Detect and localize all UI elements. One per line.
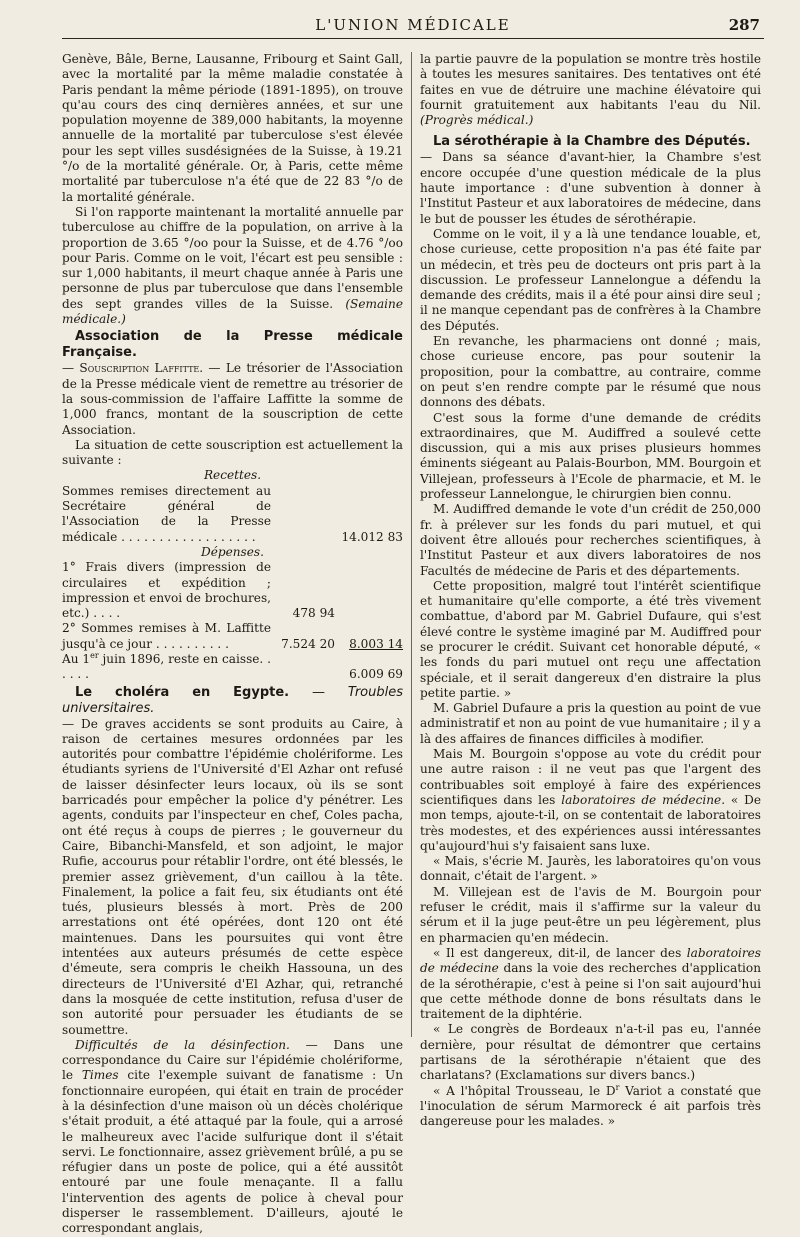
paragraph-text: — Dans une correspondance du Caire sur l'épidémie cholériforme, le <box>62 1037 403 1083</box>
paragraph <box>62 361 403 437</box>
ledger-text <box>62 652 271 683</box>
superscript: er <box>90 650 99 660</box>
ledger-text: 1° Frais divers (impression de circulaires et expédition ; impression et envoi de brochures, etc.) . . . . <box>62 560 271 621</box>
paragraph <box>420 747 761 854</box>
ledger-text: 2° Sommes remises à M. Laffitte jusqu'à ce jour . . . . . . . . . . <box>62 621 271 651</box>
paragraph-text: dans la voie des recherches d'application de la sérothérapie, c'est à peine si l'on sait aujourd'hui que cette méthode donne de bons résultats dans le traitement de la diphtérie. <box>420 961 761 1022</box>
paragraph <box>62 1038 403 1237</box>
ledger-total: 14.012 83 <box>341 529 403 544</box>
paragraph-text: . « De mon temps, ajoute-t-il, on se contentait de laboratoires très modestes, et des expériences aussi intéressantes qu'aujourd'hui s'y faisaient sans luxe. <box>420 792 761 853</box>
ledger-row <box>62 484 403 545</box>
paragraph <box>62 205 403 327</box>
superscript: r <box>615 1082 620 1092</box>
paragraph-text: « Il est dangereux, dit-il, de lancer des <box>433 945 687 960</box>
section-heading: Le choléra en Egypte. — Troubles universitaires. <box>62 684 403 716</box>
paragraph: — De graves accidents se sont produits au Caire, à raison de certaines mesures ordonnées par les autorités pour combattre l'épidémie cholériforme. Les étudiants syriens de l'Université d'El Azhar ont refusé de laisser désinfecter leurs locaux, où ils se sont barricadés pour empêcher la police d'y pénétrer. Les agents, conduits par l'inspecteur en chef, Coles pacha, ont été reçus à coups de pierres ; le gouverneur du Caire, Bibanchi-Mansfeld, et son adjoint, le major Rufie, accourus pour rétablir l'ordre, ont été blessés, le premier assez grièvement, d'un caillou à la tête. Finalement, la police a fait feu, six étudiants ont été tués, plusieurs blessés à mort. Près de 200 arrestations ont été opérées, dont 120 ont été maintenues. Dans les poursuites qui vont être intentées aux auteurs présumés de cette espèce d'émeute, sera compris le cheikh Hassouna, un des directeurs de l'Université d'El Azhar, qui, retranché dans la mosquée de cette institution, refusa d'user de son autorité pour persuader les étudiants de se soumettre. <box>62 716 403 1037</box>
ledger-total: 8.003 14 <box>349 636 403 651</box>
ledger-label-recettes: Recettes. <box>203 468 262 483</box>
italic-phrase: laboratoires de médecine <box>561 792 722 807</box>
ledger-row <box>62 621 403 652</box>
paragraph: Comme on le voit, il y a là une tendance louable, et, chose curieuse, cette proposition n'a pas été faite par un médecin, et très peu de docteurs ont pris part à la discussion. Le professeur Lannelongue a défendu la demande des crédits, mais il a été pour ainsi dire seul ; il ne manque cependant pas de confrères à la Chambre des Députés. <box>420 226 761 333</box>
paragraph-text: la partie pauvre de la population se montre très hostile à toutes les mesures sanitaires. Des tentatives ont été faites en vue de détruire une machine élévatoire qui fournit gratuitement aux habitants l'eau du Nil. <box>420 52 761 112</box>
paragraph: « Mais, s'écrie M. Jaurès, les laboratoires qu'on vous donnait, c'était de l'argent. » <box>420 854 761 884</box>
ledger-total: 6.009 69 <box>349 667 403 682</box>
paragraph: La situation de cette souscription est actuellement la suivante : <box>62 437 403 468</box>
paragraph: Genève, Bâle, Berne, Lausanne, Fribourg et Saint Gall, avec la mortalité par la même maladie constatée à Paris pendant la même période (1891-1895), on trouve qu'au cours des cinq dernières années, et sur une population moyenne de 389,000 habitants, la moyenne annuelle de la mortalité par tuberculose s'est élevée pour les sept villes susdésignées de la Suisse, à 19.21 °/o de la mortalité générale. Or, à Paris, cette même mortalité par tuberculose n'a été que de 22 83 °/o de la mortalité générale. <box>62 52 403 204</box>
page-header <box>62 12 764 39</box>
source-citation: (Progrès médical.) <box>420 113 534 128</box>
ledger-row <box>62 560 403 621</box>
dash: — <box>62 361 80 376</box>
paragraph: Cette proposition, malgré tout l'intérêt scientifique et humanitaire qu'elle comporte, a été très vivement combattue, d'abord par M. Gabriel Dufaure, qui s'est élevé contre le système imaginé par M. Audiffred pour se procurer le crédit. Suivant cet honorable député, « les fonds du pari mutuel ont reçu une affectation spéciale, et il serait dangereux d'en distraire la plus petite partie. » <box>420 578 761 700</box>
heading-text: Le choléra en Egypte. <box>75 684 290 700</box>
paragraph: M. Audiffred demande le vote d'un crédit de 250,000 fr. à prélever sur les fonds du pari mutuel, et qui doivent être alloués pour recherches scientifiques, à l'Institut Pasteur et aux divers laboratoires de nos Facultés de médecine de Paris et des départements. <box>420 502 761 578</box>
paragraph-text: Si l'on rapporte maintenant la mortalité annuelle par tuberculose au chiffre de la population, on arrive à la proportion de 3.65 °/oo pour la Suisse, et de 4.76 °/oo pour Paris. Comme on le voit, l'écart est peu sensible : sur 1,000 habitants, il meurt chaque année à Paris une personne de plus par tuberculose que dans l'ensemble des sept grandes villes de la Suisse. <box>62 204 403 311</box>
running-title: L'UNION MÉDICALE <box>315 16 511 34</box>
paragraph: « Le congrès de Bordeaux n'a-t-il pas eu, l'année dernière, pour résultat de démontrer que certains partisans de la sérothérapie n'étaient que des charlatans? (Exclamations sur divers bancs.) <box>420 1022 761 1083</box>
section-heading: Association de la Presse médicale Française. <box>62 329 403 361</box>
paragraph <box>420 946 761 1022</box>
lead-in: Souscription Laffitte. <box>79 361 204 376</box>
newspaper-name: Times <box>81 1068 119 1083</box>
section-heading: La sérothérapie à la Chambre des Députés. <box>433 134 751 150</box>
italic-phrase: laboratoires de médecine <box>420 945 761 976</box>
balance-prefix: Au 1 <box>62 651 91 666</box>
paragraph-title: Difficultés de la désinfection. <box>75 1037 290 1052</box>
source-citation: (Semaine médicale.) <box>62 296 403 327</box>
paragraph: M. Villejean est de l'avis de M. Bourgoin pour refuser le crédit, mais il s'affirme sur la valeur du sérum et il la juge peut-être un peu légèrement, plus en pharmacien qu'en médecin. <box>420 884 761 945</box>
paragraph: M. Gabriel Dufaure a pris la question au point de vue administratif et non au point de vue humanitaire ; il y a là des affaires de finances difficiles à modifier. <box>420 701 761 746</box>
paragraph: C'est sous la forme d'une demande de crédits extraordinaires, que M. Audiffred a soulevé cette discussion, qui a mis aux prises plusieurs hommes éminents siégeant au Palais-Bourbon, MM. Bourgoin et Villejean, professeurs à l'Ecole de pharmacie, et M. le professeur Lannelongue, le chirurgien bien connu. <box>420 410 761 502</box>
ledger-amount: 7.524 20 <box>281 636 335 651</box>
ledger-row <box>62 652 403 683</box>
left-column <box>62 52 403 1236</box>
paragraph <box>420 1084 761 1130</box>
right-column <box>420 52 761 1129</box>
paragraph <box>420 52 761 128</box>
paragraph-text: cite l'exemple suivant de fanatisme : Un fonctionnaire européen, qui était en train de procéder à la désinfection d'une maison où un décès cholérique s'était produit, a été attaqué par la foule, qui a arrosé le malheureux avec l'acide sulfurique dont il s'était servi. Le fonctionnaire, assez grièvement brûlé, a pu se réfugier dans un poste de police, qui a été aussitôt entouré par une foule menaçante. Il a fallu l'intervention des agents de police à cheval pour disperser le rassemblement. D'ailleurs, ajouté le correspondant anglais, <box>62 1068 403 1236</box>
paragraph: — Dans sa séance d'avant-hier, la Chambre s'est encore occupée d'une question médicale de la plus haute importance : d'une subvention à donner à l'Institut Pasteur et aux laboratoires de médecine, dans le but de pousser les études de sérothérapie. <box>420 150 761 226</box>
paragraph: En revanche, les pharmaciens ont donné ; mais, chose curieuse encore, pas pour soutenir la proposition, pour la combattre, au contraire, comme on peut s'en rendre compte par le résumé que nous donnons des débats. <box>420 334 761 410</box>
paragraph-text: Mais M. Bourgoin s'oppose au vote du crédit pour une autre raison : il ne veut pas que l'argent des contribuables soit employé à faire des expériences scientifiques dans les <box>420 747 761 807</box>
heading-subtitle: Troubles universitaires. <box>62 684 403 716</box>
page-number: 287 <box>728 16 760 34</box>
balance-text: juin 1896, reste en caisse. . . . . . <box>62 651 271 682</box>
paragraph-text: — Le trésorier de l'Association de la Presse médicale vient de remettre au trésorier de la sous-commission de l'affaire Laffitte la somme de 1,000 francs, montant de la souscription de cette Association. <box>62 361 403 437</box>
paragraph-text: « A l'hôpital Trousseau, le D <box>433 1083 616 1098</box>
ledger-amount: 478 94 <box>292 606 335 621</box>
column-divider <box>411 52 412 1037</box>
ledger-label-depenses: Dépenses. <box>201 544 264 559</box>
paragraph-text: Variot a constaté que l'inoculation de sérum Marmoreck é ait parfois très dangereuse pour les malades. » <box>420 1083 761 1129</box>
article-columns <box>62 52 764 1236</box>
ledger-text: Sommes remises directement au Secrétaire général de l'Association de la Presse médicale . . . . . . . . . . . . . . . . . . <box>62 483 271 544</box>
